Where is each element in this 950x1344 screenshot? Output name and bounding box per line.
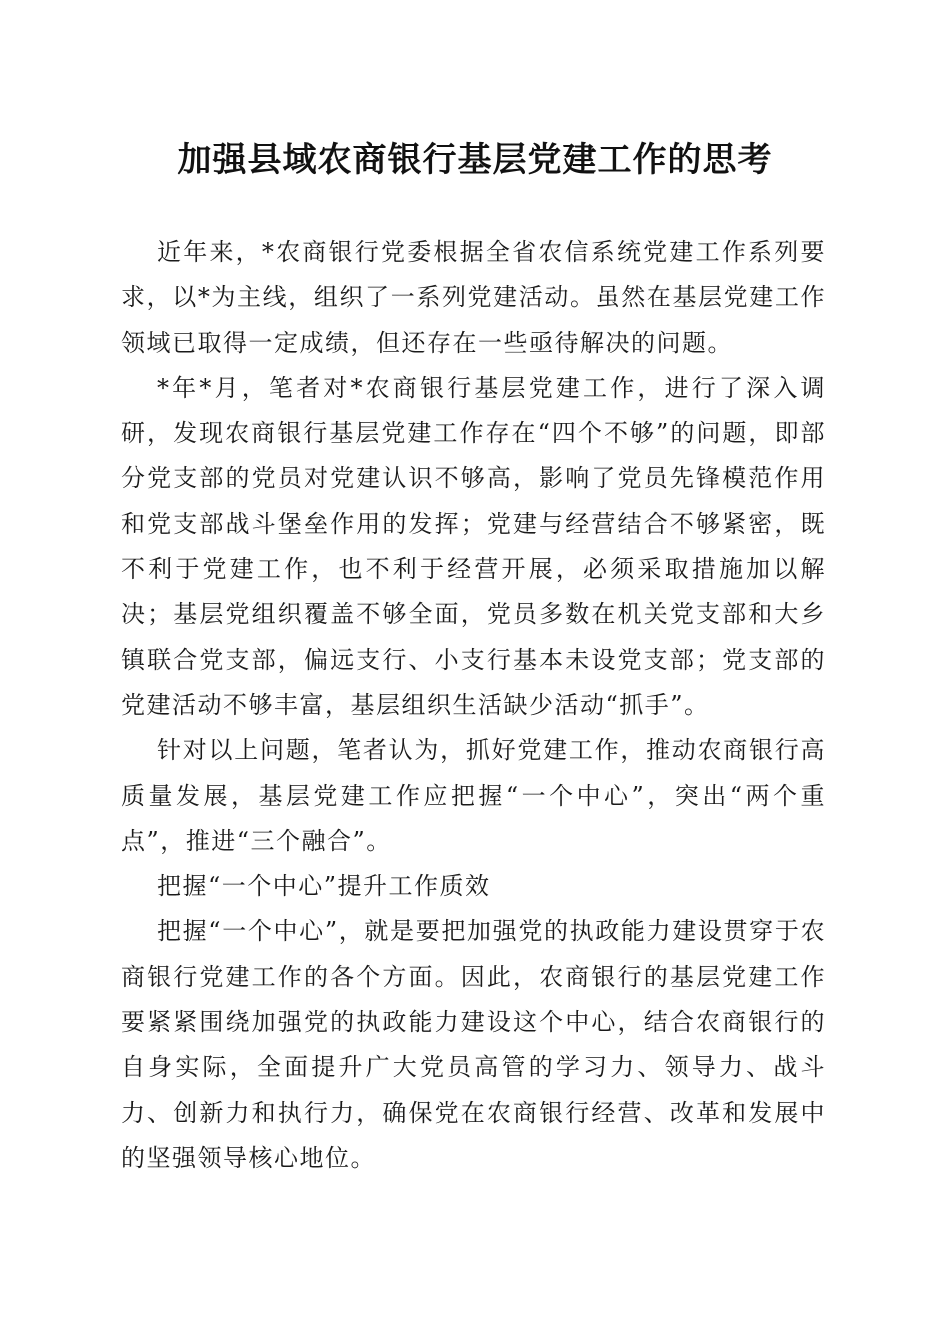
document-body: [121, 230, 826, 1181]
paragraph-proposal: 针对以上问题，笔者认为，抓好党建工作，推动农商银行高质量发展，基层党建工作应把握“一个中心”，突出“两个重点”，推进“三个融合”。: [121, 736, 826, 855]
paragraph-center: 把握“一个中心”，就是要把加强党的执政能力建设贯穿于农商银行党建工作的各个方面。因此，农商银行的基层党建工作要紧紧围绕加强党的执政能力建设这个中心，结合农商银行的自身实际，全面提升广大党员高管的学习力、领导力、战斗力、创新力和执行力，确保党在农商银行经营、改革和发展中的坚强领导核心地位。: [121, 917, 826, 1172]
section-heading: 把握“一个中心”提升工作质效: [157, 872, 491, 901]
paragraph-survey: *年*月，笔者对*农商银行基层党建工作，进行了深入调研，发现农商银行基层党建工作存在“四个不够”的问题，即部分党支部的党员对党建认识不够高，影响了党员先锋模范作用和党支部战斗堡垒作用的发挥；党建与经营结合不够紧密，既不利于党建工作，也不利于经营开展，必须采取措施加以解决；基层党组织覆盖不够全面，党员多数在机关党支部和大乡镇联合党支部，偏远支行、小支行基本未设党支部；党支部的党建活动不够丰富，基层组织生活缺少活动“抓手”。: [121, 373, 826, 719]
paragraph-intro: 近年来，*农商银行党委根据全省农信系统党建工作系列要求，以*为主线，组织了一系列党建活动。虽然在基层党建工作领域已取得一定成绩，但还存在一些亟待解决的问题。: [121, 238, 826, 357]
document-title: 加强县域农商银行基层党建工作的思考: [177, 140, 773, 180]
